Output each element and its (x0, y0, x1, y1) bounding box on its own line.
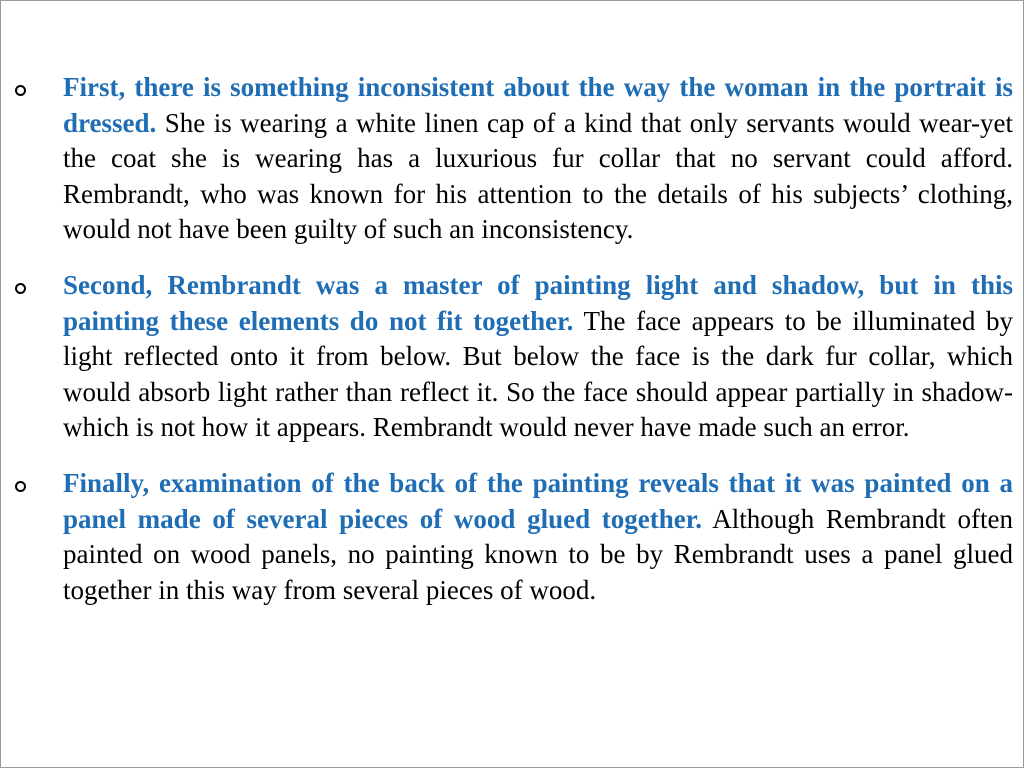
bullet-list (0, 70, 1024, 628)
bullet-item-clothing (0, 70, 1024, 248)
bullet-lead-text: First, there is something inconsistent about the way the woman in the portrait is dressed. (63, 72, 1013, 138)
bullet-lead-text: Second, Rembrandt was a master of painting light and shadow, but in this painting these elements do not fit together. (63, 269, 1013, 336)
bullet-body-text: Although Rembrandt often painted on wood panels, no painting known to be by Rembrandt uses a panel glued together in this way from several pieces of wood. (63, 503, 1014, 605)
bullet-lead-text: Finally, examination of the back of the painting reveals that it was painted on a panel made of several pieces of wood glued together. (63, 467, 1013, 534)
hollow-circle-bullet-icon (15, 481, 26, 492)
bullet-item-wood-panel (0, 466, 1024, 608)
bullet-body-text: She is wearing a white linen cap of a kind that only servants would wear-yet the coat she is wearing has a luxurious fur collar that no servant could afford. Rembrandt, who was known for his attention to the details of his subjects’ clothing, would not have been guilty of such an inconsistency. (63, 107, 1013, 245)
hollow-circle-bullet-icon (15, 85, 26, 96)
bullet-body-text: The face appears to be illuminated by light reflected onto it from below. But below the face is the dark fur collar, which would absorb light rather than reflect it. So the face should appear partially in shadow-which is not how it appears. Rembrandt would never have made such an error. (63, 305, 1013, 443)
bullet-item-light-shadow (0, 268, 1024, 446)
hollow-circle-bullet-icon (15, 283, 26, 294)
